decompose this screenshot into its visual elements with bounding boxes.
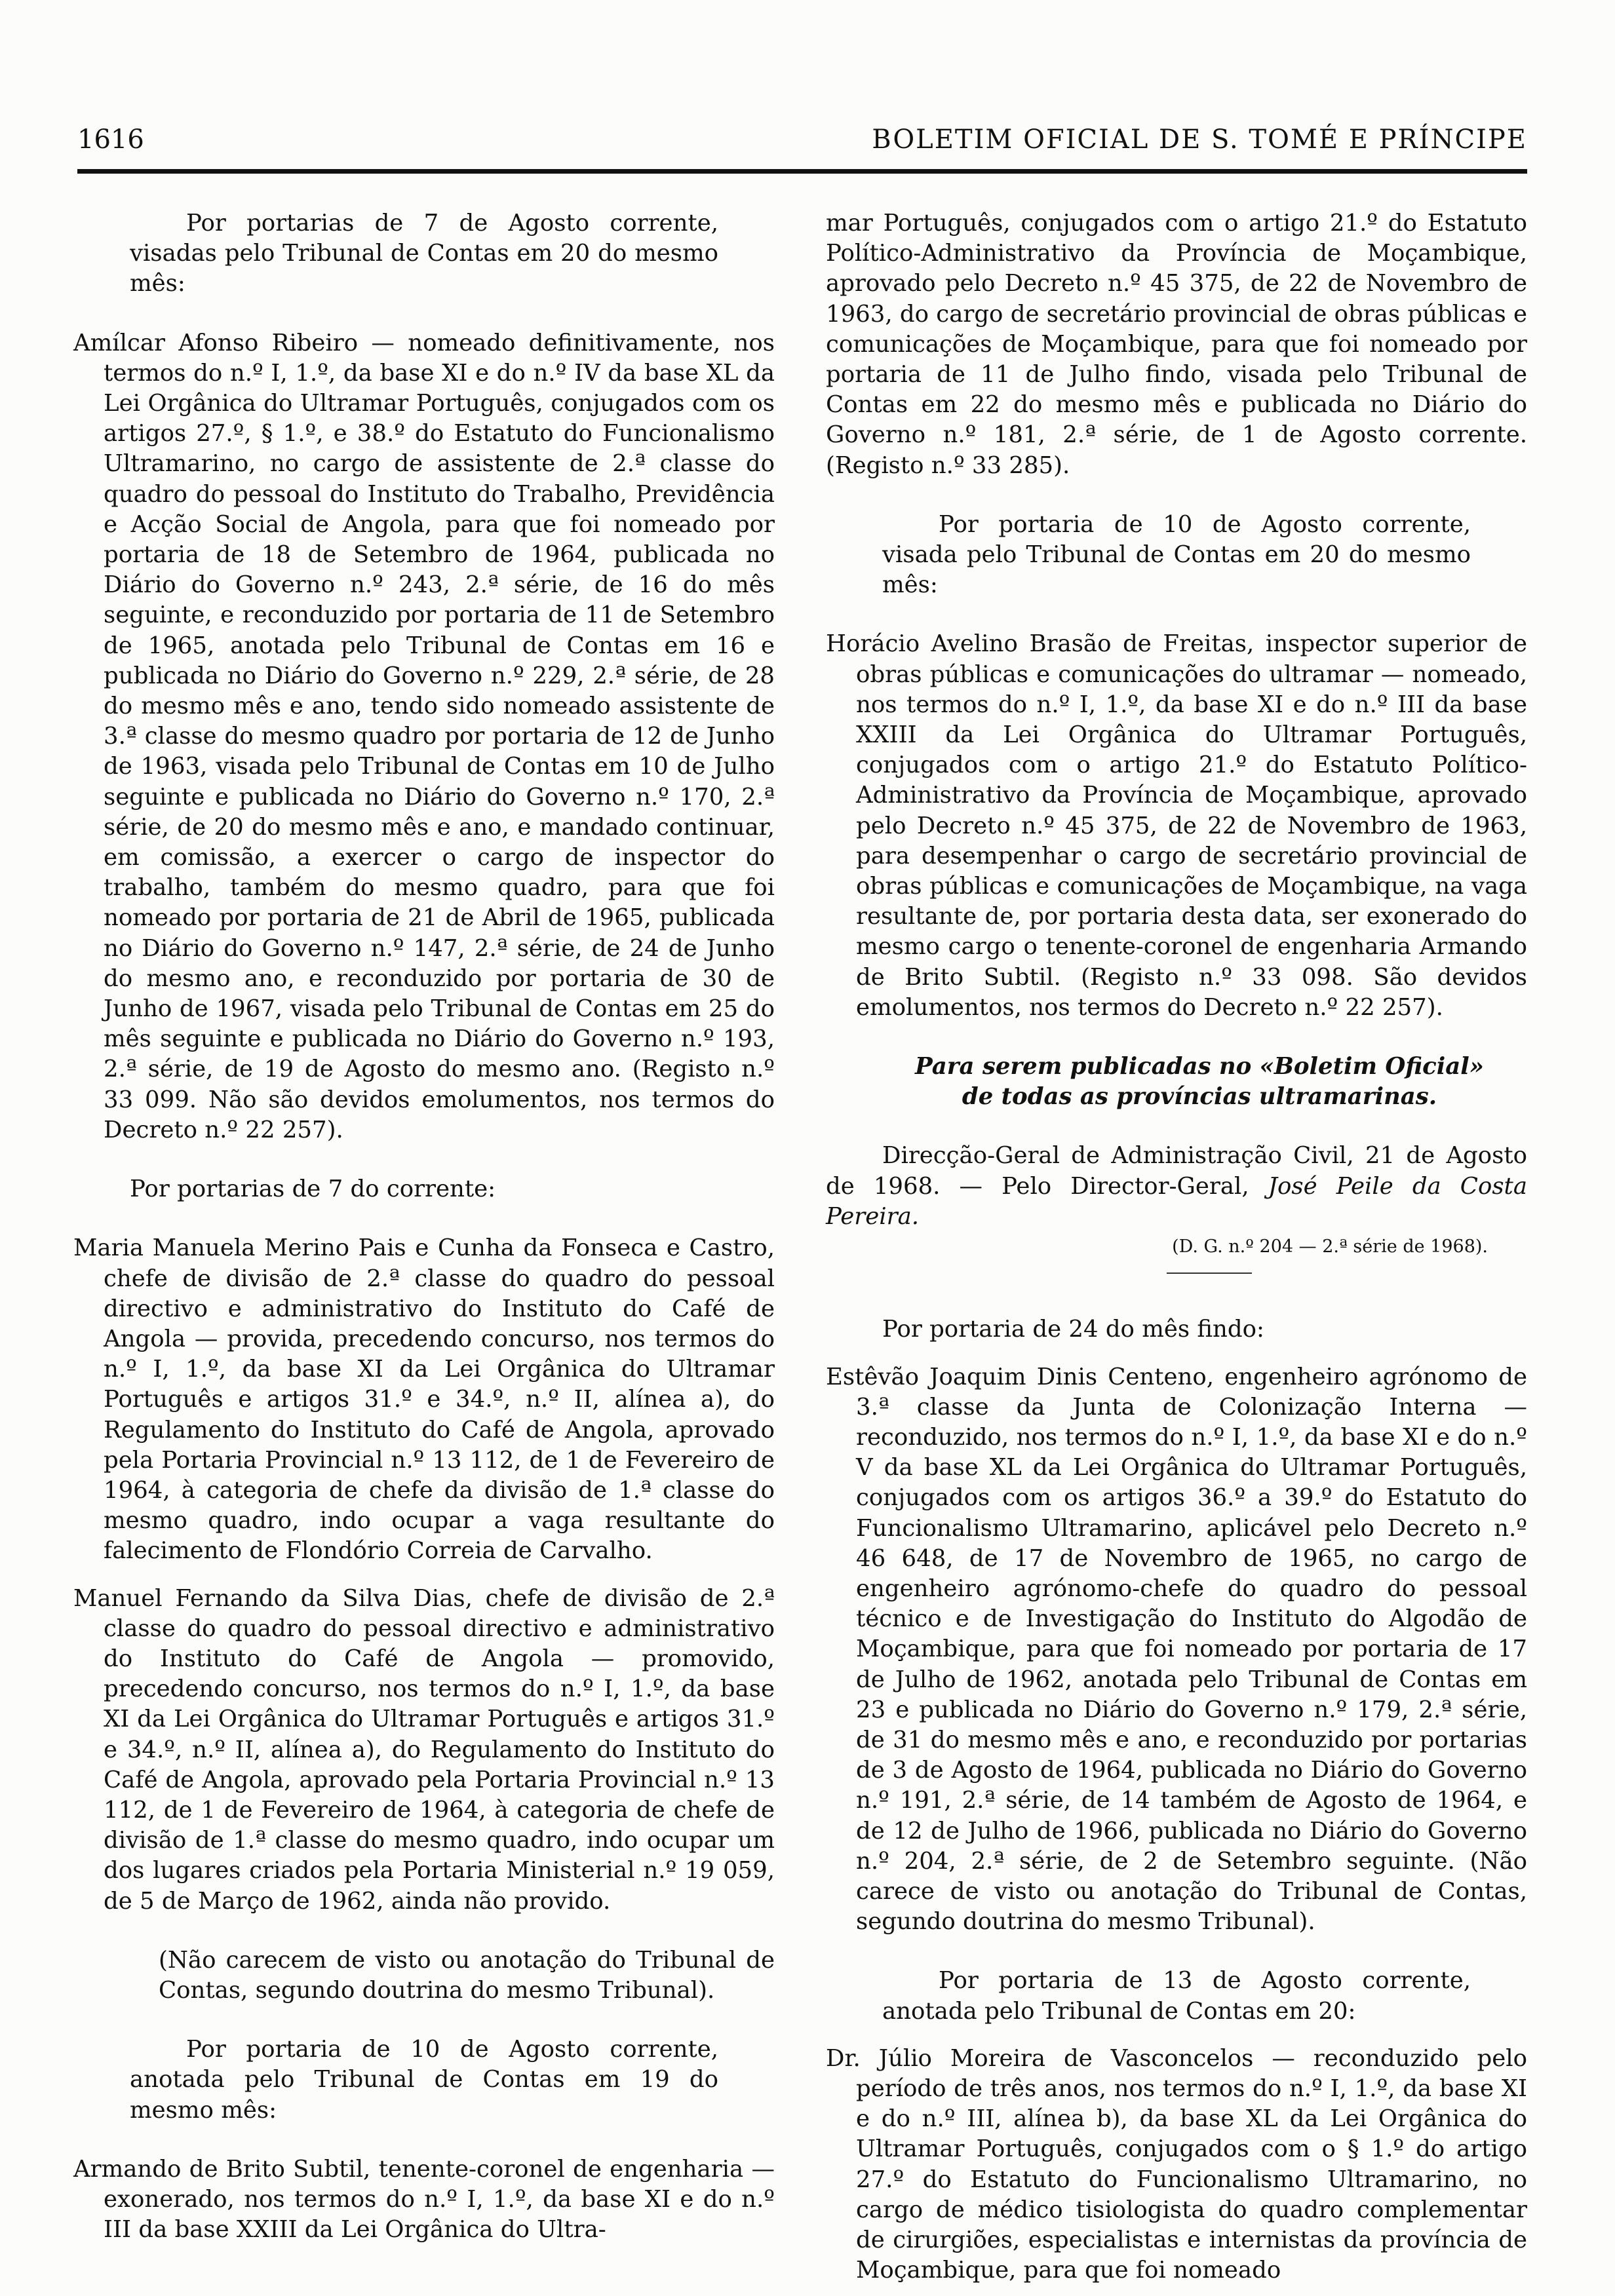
portaria-intro: Por portarias de 7 do corrente:	[130, 1176, 496, 1203]
right-column	[826, 208, 1527, 2286]
portaria-intro: Por portaria de 24 do mês findo:	[882, 1316, 1264, 1343]
appointment-entry: Estêvão Joaquim Dinis Centeno, engenheiro agrónomo de 3.ª classe da Junta de Colonização Interna — reconduzido, nos termos do n.º I, 1.º, da base XI e do n.º V da base XL da Lei Orgânica do Ultramar Português, conjugados com os artigos 36.º a 39.º do Estatuto do Funcionalismo Ultramarino, aplicável pelo Decreto n.º 46 648, de 17 de Novembro de 1965, no cargo de engenheiro agrónomo-chefe do quadro do pessoal técnico e de Investigação do Instituto do Algodão de Moçambique, para que foi nomeado por portaria de 17 de Julho de 1962, anotada pelo Tribunal de Contas em 23 e publicada no Diário do Governo n.º 179, 2.ª série, de 31 do mesmo mês e ano, e reconduzido por portarias de 3 de Agosto de 1964, publicada no Diário do Governo n.º 191, 2.ª série, de 14 também de Agosto de 1964, e de 12 de Julho de 1966, publicada no Diário do Governo n.º 204, 2.ª série, de 2 de Setembro seguinte. (Não carece de visto ou anotação do Tribunal de Contas, segundo doutrina do mesmo Tribunal).	[826, 1363, 1527, 1936]
gazette-reference: (D. G. n.º 204 — 2.ª série de 1968).	[1172, 1236, 1488, 1257]
appointment-entry: Maria Manuela Merino Pais e Cunha da Fonseca e Castro, chefe de divisão de 2.ª classe do quadro do pessoal directivo e administrativo do Instituto do Café de Angola — provida, precedendo concurso, nos termos do n.º I, 1.º, da base XI da Lei Orgânica do Ultramar Português e artigos 31.º e 34.º, n.º II, alínea a), do Regulamento do Instituto do Café de Angola, aprovado pela Portaria Provincial n.º 13 112, de 1 de Fevereiro de 1964, à categoria de chefe da divisão de 1.ª classe do mesmo quadro, indo ocupar a vaga resultante do falecimento de Flondório Correia de Carvalho.	[73, 1234, 775, 1565]
appointment-entry: Horácio Avelino Brasão de Freitas, inspector superior de obras públicas e comunicações do ultramar — nomeado, nos termos do n.º I, 1.º, da base XI e do n.º III da base XXIII da Lei Orgânica do Ultramar Português, conjugados com o artigo 21.º do Estatuto Político-Administrativo da Província de Moçambique, aprovado pelo Decreto n.º 45 375, de 22 de Novembro de 1963, para desempenhar o cargo de secretário provincial de obras públicas e comunicações de Moçambique, na vaga resultante de, por portaria desta data, ser exonerado do mesmo cargo o tenente-coronel de engenharia Armando de Brito Subtil. (Registo n.º 33 098. São devidos emolumentos, nos termos do Decreto n.º 22 257).	[826, 630, 1527, 1021]
publication-title: BOLETIM OFICIAL DE S. TOMÉ E PRÍNCIPE	[872, 124, 1527, 155]
portaria-intro: Por portarias de 7 de Agosto corrente, visadas pelo Tribunal de Contas em 20 do mesmo mês:	[130, 210, 718, 297]
page-number: 1616	[77, 124, 144, 155]
signatory-name: José Peile da Costa Pereira.	[826, 1172, 1527, 1230]
appointment-entry: Dr. Júlio Moreira de Vasconcelos — reconduzido pelo período de três anos, nos termos do n.º I, 1.º, da base XI e do n.º III, alínea b), da base XL da Lei Orgânica do Ultramar Português, conjugados com o § 1.º do artigo 27.º do Estatuto do Funcionalismo Ultramarino, no cargo de médico tisiologista do quadro complementar de cirurgiões, especialistas e internistas da província de Moçambique, para que foi nomeado	[826, 2044, 1527, 2284]
appointment-entry: Manuel Fernando da Silva Dias, chefe de divisão de 2.ª classe do quadro do pessoal directivo e administrativo do Instituto do Café de Angola — promovido, precedendo concurso, nos termos do n.º I, 1.º, da base XI da Lei Orgânica do Ultramar Português e artigos 31.º e 34.º, n.º II, alínea a), do Regulamento do Instituto do Café de Angola, aprovado pela Portaria Provincial n.º 13 112, de 1 de Fevereiro de 1964, à categoria de chefe de divisão de 1.ª classe do mesmo quadro, indo ocupar um dos lugares criados pela Portaria Ministerial n.º 19 059, de 5 de Março de 1962, ainda não provido.	[73, 1584, 775, 1915]
portaria-intro: Por portaria de 10 de Agosto corrente, anotada pelo Tribunal de Contas em 19 do mesmo mês:	[130, 2036, 718, 2124]
appointment-entry: Amílcar Afonso Ribeiro — nomeado definitivamente, nos termos do n.º I, 1.º, da base XI e do n.º IV da base XL da Lei Orgânica do Ultramar Português, conjugados com os artigos 27.º, § 1.º, e 38.º do Estatuto do Funcionalismo Ultramarino, no cargo de assistente de 2.ª classe do quadro do pessoal do Instituto do Trabalho, Previdência e Acção Social de Angola, para que foi nomeado por portaria de 18 de Setembro de 1964, publicada no Diário do Governo n.º 243, 2.ª série, de 16 do mês seguinte, e reconduzido por portaria de 11 de Setembro de 1965, anotada pelo Tribunal de Contas em 16 e publicada no Diário do Governo n.º 229, 2.ª série, de 28 do mesmo mês e ano, tendo sido nomeado assistente de 3.ª classe do mesmo quadro por portaria de 12 de Junho de 1963, visada pelo Tribunal de Contas em 10 de Julho seguinte e publicada no Diário do Governo n.º 170, 2.ª série, de 20 do mesmo mês e ano, e mandado continuar, em comissão, a exercer o cargo de inspector do trabalho, também do mesmo quadro, para que foi nomeado por portaria de 21 de Abril de 1965, publicada no Diário do Governo n.º 147, 2.ª série, de 24 de Junho do mesmo ano, e reconduzido por portaria de 30 de Junho de 1967, visada pelo Tribunal de Contas em 25 do mês seguinte e publicada no Diário do Governo n.º 193, 2.ª série, de 19 de Agosto do mesmo ano. (Registo n.º 33 099. Não são devidos emolumentos, nos termos do Decreto n.º 22 257).	[73, 329, 775, 1143]
appointment-continuation: mar Português, conjugados com o artigo 21.º do Estatuto Político-Administrativo da Província de Moçambique, aprovado pelo Decreto n.º 45 375, de 22 de Novembro de 1963, do cargo de secretário provincial de obras públicas e comunicações de Moçambique, para que foi nomeado por portaria de 11 de Julho findo, visada pelo Tribunal de Contas em 22 do mesmo mês e publicada no Diário do Governo n.º 181, 2.ª série, de 1 de Agosto corrente. (Registo n.º 33 285).	[826, 210, 1527, 479]
portaria-intro: Por portaria de 10 de Agosto corrente, visada pelo Tribunal de Contas em 20 do mesmo mês:	[882, 510, 1471, 599]
portaria-intro: Por portaria de 13 de Agosto corrente, anotada pelo Tribunal de Contas em 20:	[882, 1967, 1471, 2025]
visa-note: (Não carecem de visto ou anotação do Tribunal de Contas, segundo doutrina do mesmo Tribunal).	[159, 1946, 775, 2004]
publication-note: Para serem publicadas no «Boletim Oficial» de todas as províncias ultramarinas.	[915, 1053, 1484, 1111]
appointment-entry: Armando de Brito Subtil, tenente-coronel de engenharia — exonerado, nos termos do n.º I, 1.º, da base XI e do n.º III da base XXIII da Lei Orgânica do Ultra-	[73, 2155, 775, 2244]
page-header	[77, 124, 1527, 164]
left-column	[73, 208, 775, 2245]
header-rule	[77, 169, 1527, 174]
signature-text: Direcção-Geral de Administração Civil, 21 de Agosto de 1968. — Pelo Director-Geral,	[826, 1142, 1527, 1200]
signature-line	[826, 1141, 1527, 1232]
